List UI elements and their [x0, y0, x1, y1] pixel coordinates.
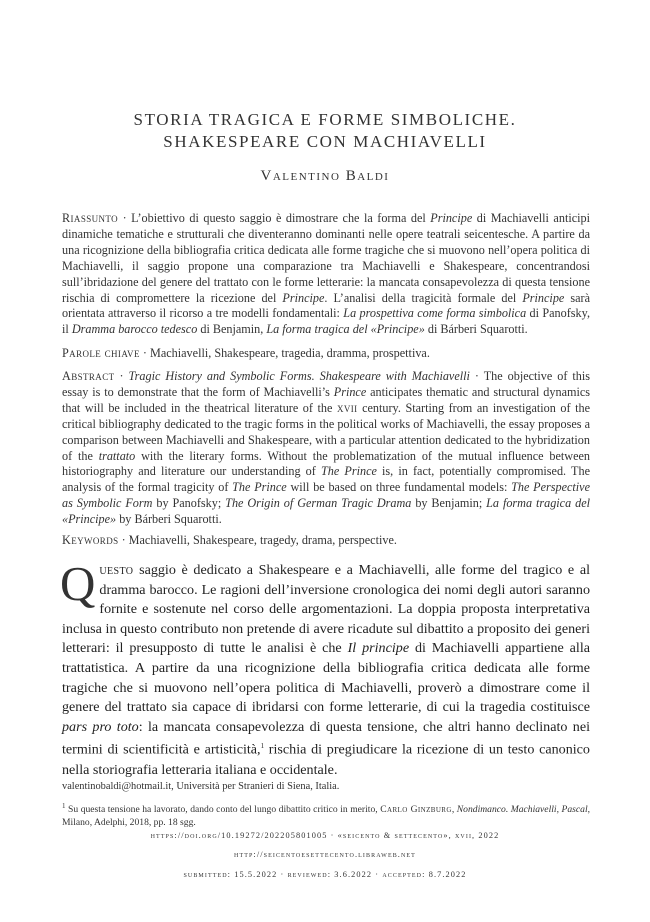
footnote-number: 1 [62, 802, 66, 810]
submission-dates: submitted: 15.5.2022 · reviewed: 3.6.2022 · accepted: 8.7.2022 [183, 870, 467, 879]
abstract-italic: The Prince [232, 480, 287, 495]
abstract-text: century. Starting from an investigation of the critical bibliography dedicated to the tragic forms in the political works of Machiavelli, the essay proposes a comparison between Machiavelli and Shakespeare, with a particular attention dedicated to the hybridization of the [62, 400, 590, 463]
abstract-italic: The Perspective as Symbolic Form [62, 480, 591, 511]
riassunto-label: Riassunto [62, 211, 119, 225]
body-italic: pars pro toto [62, 718, 139, 735]
riassunto-text: di Benjamin, [197, 322, 267, 337]
separator: · [118, 533, 129, 547]
footnote-ref[interactable]: 1 [260, 742, 265, 751]
abstract-text: by Benjamin; [411, 496, 487, 511]
title-line-2: SHAKESPEARE CON MACHIAVELLI [163, 132, 487, 151]
riassunto-italic: Dramma barocco tedesco [71, 322, 198, 337]
abstract-text: anticipates thematic and structural dynamics that will be included in the theatrical literature of the [62, 384, 590, 415]
body-text: : la mancata consapevolezza di questa tensione, che altri hanno declinato nei termini di scientificità e artisticità, [62, 718, 590, 759]
keywords-label: Keywords [62, 533, 119, 547]
author-name: Valentino Baldi [260, 168, 390, 184]
abstract-paragraph [62, 369, 590, 528]
separator: · [118, 211, 132, 225]
abstract-text: with the literary forms. Without the problematization of the mutual influence between historiography and literature our understanding of [62, 448, 590, 479]
abstract-text: by Panofsky; [152, 496, 226, 511]
riassunto-text: sarà orientata attraverso il ricorso a tre modelli fondamentali: [62, 290, 591, 321]
parole-chiave-line [62, 345, 590, 361]
body-text: rischia di pregiudicare la ricezione di un testo canonico nella storiografia letteraria italiana e occidentale. [62, 742, 590, 778]
abstract-text: is, in fact, potentially compromised. The analysis of the formal tragicity of [62, 464, 590, 495]
riassunto-text: di Machiavelli anticipi dinamiche tematiche e strutturali che diventeranno dominanti nelle opere teatrali seicentesche. A partire da una ricognizione della bibliografia critica dedicata alle forme tragiche che si muovono nell’opera politica di Machiavelli, il saggio propone una comparazione tra Machiavelli e Shakespeare, concentrandosi sull’ibridazione del genere del trattato con le forme letterarie: la mancata consapevolezza di questa tensione rischia di compromettere la ricezione del [62, 211, 590, 305]
title-line-1: STORIA TRAGICA E FORME SIMBOLICHE. [133, 110, 517, 129]
abstract-label: Abstract [62, 369, 115, 383]
riassunto-italic: La forma tragica del «Principe» [266, 322, 425, 337]
footnote-author: Carlo Ginzburg [380, 804, 452, 816]
author-email-line: valentinobaldi@hotmail.it, Università per Stranieri di Siena, Italia. [62, 781, 340, 792]
article-title [0, 109, 650, 153]
abstract-italic: Prince [333, 384, 367, 399]
abstract-italic: The Prince [320, 464, 377, 479]
doi-line[interactable]: https://doi.org/10.19272/202205801005 · «seicento & settecento», xvii, 2022 [150, 831, 500, 840]
riassunto-text: . L’analisi della tragicità formale del [324, 290, 523, 305]
abstract-text: will be based on three fundamental models: [286, 480, 512, 495]
abstract-text: · The objective of this essay is to demonstrate that the form of Machiavelli’s [62, 369, 591, 399]
parole-chiave-label: Parole chiave [62, 346, 140, 360]
abstract-english-title: Tragic History and Symbolic Forms. Shakespeare with Machiavelli [128, 369, 470, 383]
separator: · [139, 346, 151, 360]
first-word: uesto [99, 562, 134, 578]
keywords-line [62, 532, 590, 548]
riassunto-text: di Panofsky, il [62, 306, 590, 337]
journal-url[interactable]: http://seicentoesettecento.libraweb.net [234, 850, 416, 859]
riassunto-text: di Bárberi Squarotti. [424, 322, 528, 337]
abstract-italic: trattato [98, 448, 136, 463]
riassunto-text: L’obiettivo di questo saggio è dimostrare che la forma del [131, 211, 431, 225]
riassunto-paragraph [62, 211, 590, 338]
footnote-1 [62, 800, 590, 829]
body-text: di Machiavelli appartiene alla trattatistica. A partire da una ricognizione della bibliografia critica dedicata alle forme tragiche che si muovono nell’opera politica di Machiavelli, proverò a dimostrare come il genere del trattato sia capace di ibridarsi con forme letterarie, di cui la tragedia costituisce [62, 640, 590, 716]
footnote-italic: Nondimanco. Machiavelli, Pascal [456, 804, 588, 816]
riassunto-italic: Principe [430, 211, 473, 225]
riassunto-italic: Principe [282, 290, 325, 305]
footnote-text: , Milano, Adelphi, 2018, pp. 18 sgg. [62, 804, 591, 829]
body-text: saggio è dedicato a Shakespeare e a Machiavelli, alle forme del tragico e al dramma barocco. Le ragioni dell’inversione cronologica dei nomi degli autori saranno fornite e sostenute nel corso delle argomentazioni. La doppia proposta interpretativa inclusa in questo contributo non pretende di avere ricadute sul dibattito a proposito dei generi letterari: il presupposto di tutte le analisi è che [62, 562, 590, 657]
riassunto-italic: La prospettiva come forma simbolica [343, 306, 527, 321]
keywords-text: Machiavelli, Shakespeare, tragedy, drama, perspective. [128, 533, 397, 547]
footnote-text: Su questa tensione ha lavorato, dando conto del lungo dibattito critico in merito, [65, 804, 381, 816]
abstract-century: xvii [336, 400, 358, 415]
abstract-text: by Bárberi Squarotti. [116, 512, 222, 527]
drop-cap: Q [60, 556, 96, 611]
parole-chiave-text: Machiavelli, Shakespeare, tragedia, dramma, prospettiva. [150, 346, 430, 360]
body-italic: Il principe [347, 640, 410, 657]
riassunto-italic: Principe [522, 290, 565, 305]
abstract-italic: The Origin of German Tragic Drama [225, 496, 412, 511]
footnote-text: , [451, 804, 457, 816]
abstract-italic: La forma tragica del «Principe» [62, 496, 591, 527]
separator: · [114, 369, 129, 383]
body-paragraph [60, 556, 590, 780]
